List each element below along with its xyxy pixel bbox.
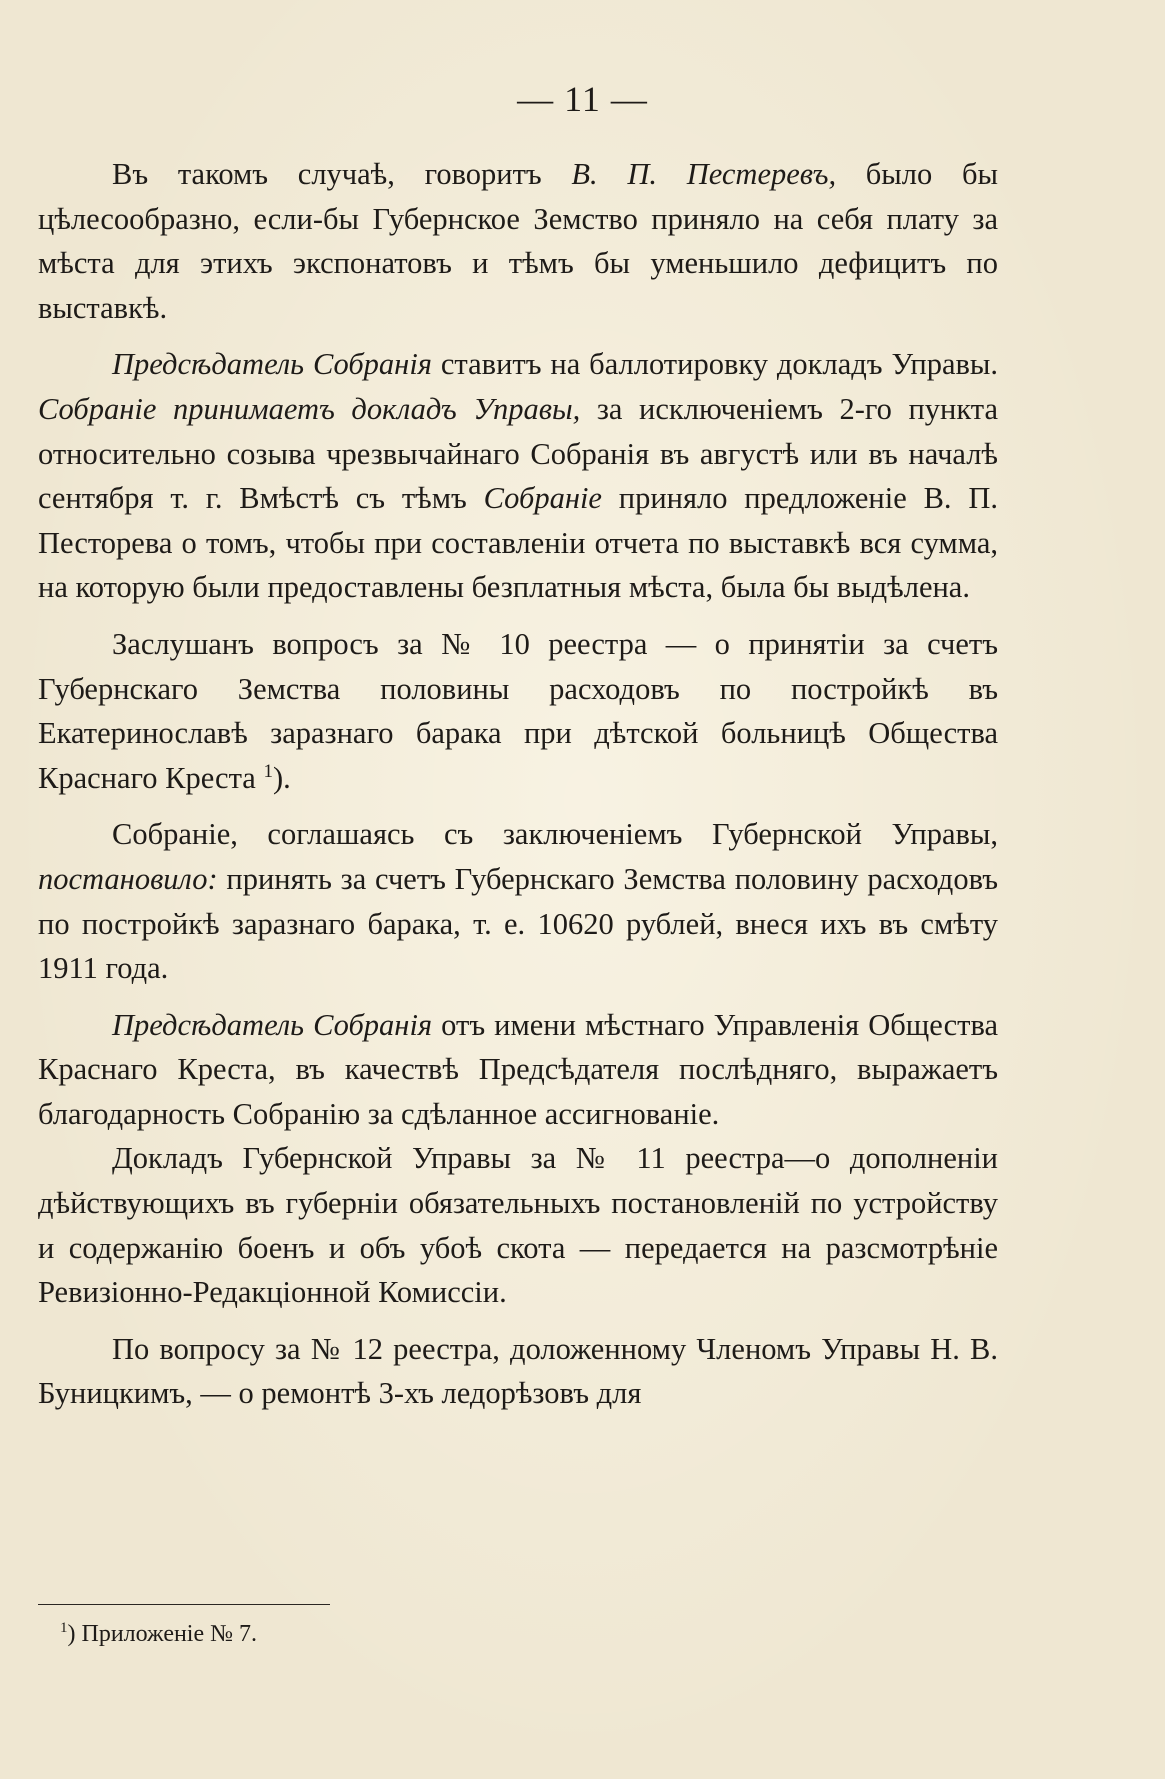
body-text: [38, 152, 998, 1416]
chairman-label: Предсѣдатель Собранія: [112, 1007, 433, 1042]
paragraph-1: [38, 152, 998, 330]
paragraph-text: было бы цѣлесообразно, если-бы Губернское Земство приняло на себя плату за мѣста для этихъ экспонатовъ и тѣмъ бы уменьшило дефицитъ по выставкѣ.: [38, 157, 998, 325]
paragraph-6: [38, 1136, 998, 1314]
paragraph-text: По вопросу за № 12 реестра, доложенному Членомъ Управы Н. В. Буницкимъ, — о ремонтѣ 3-хъ ледорѣзовъ для: [38, 1331, 998, 1411]
paragraph-text: приняло предложеніе В. П. Песторева о томъ, чтобы при составленіи отчета по выставкѣ вся сумма, на которую были предоставлены безплатныя мѣста, была бы выдѣлена.: [38, 481, 998, 605]
footnote: [60, 1618, 257, 1650]
page-number: — 11 —: [517, 79, 648, 119]
paragraph-text: Заслушанъ вопросъ за № 10 реестра — о принятіи за счетъ Губернскаго Земства половины расходовъ по постройкѣ въ Екатеринославѣ заразнаго барака при дѣтской больницѣ Общества Краснаго Креста: [38, 626, 998, 795]
paragraph-text: ).: [272, 760, 291, 795]
paragraph-text: принять за счетъ Губернскаго Земства половину расходовъ по постройкѣ заразнаго барака, т. е. 10620 рублей, внеся ихъ въ смѣту 1911 года.: [38, 861, 998, 986]
chairman-label: Предсѣдатель Собранія: [112, 347, 432, 382]
footnote-divider: [38, 1604, 330, 1605]
footnote-reference: 1: [263, 760, 273, 782]
paragraph-text: за исключеніемъ 2-го пункта относительно созыва чрезвычайнаго Собранія въ августѣ или въ началѣ сентября т. г. Вмѣстѣ съ тѣмъ: [38, 391, 998, 516]
paragraph-4: [38, 812, 998, 990]
paragraph-5: [38, 1003, 998, 1137]
assembly-label: Собраніе: [483, 481, 602, 516]
paragraph-text: отъ имени мѣстнаго Управленія Общества Краснаго Креста, въ качествѣ Предсѣдателя послѣдняго, выражаетъ благодарность Собранію за сдѣланное ассигнованіе.: [38, 1007, 998, 1131]
paragraph-2: [38, 342, 998, 610]
footnote-text: ) Приложеніе № 7.: [67, 1621, 258, 1647]
paragraph-text: Собраніе, соглашаясь съ заключеніемъ Губернской Управы,: [112, 817, 998, 852]
footnote-mark: 1: [60, 1620, 68, 1636]
paragraph-text: ставитъ на баллотировку докладъ Управы.: [431, 347, 998, 382]
speaker-name: В. П. Пестеревъ,: [571, 157, 837, 191]
resolved-label: постановило:: [38, 861, 218, 896]
paragraph-text: Въ такомъ случаѣ, говоритъ: [112, 157, 572, 191]
paragraph-3: [38, 622, 998, 800]
paragraph-text: Докладъ Губернской Управы за № 11 реестра—о дополненіи дѣйствующихъ въ губерніи обязательныхъ постановленій по устройству и содержанію боенъ и объ убоѣ скота — передается на разсмотрѣніе Ревизіонно-Редакціонной Комиссіи.: [38, 1141, 998, 1310]
resolution-phrase: Собраніе принимаетъ докладъ Управы,: [38, 391, 581, 426]
paragraph-7: [38, 1327, 998, 1416]
